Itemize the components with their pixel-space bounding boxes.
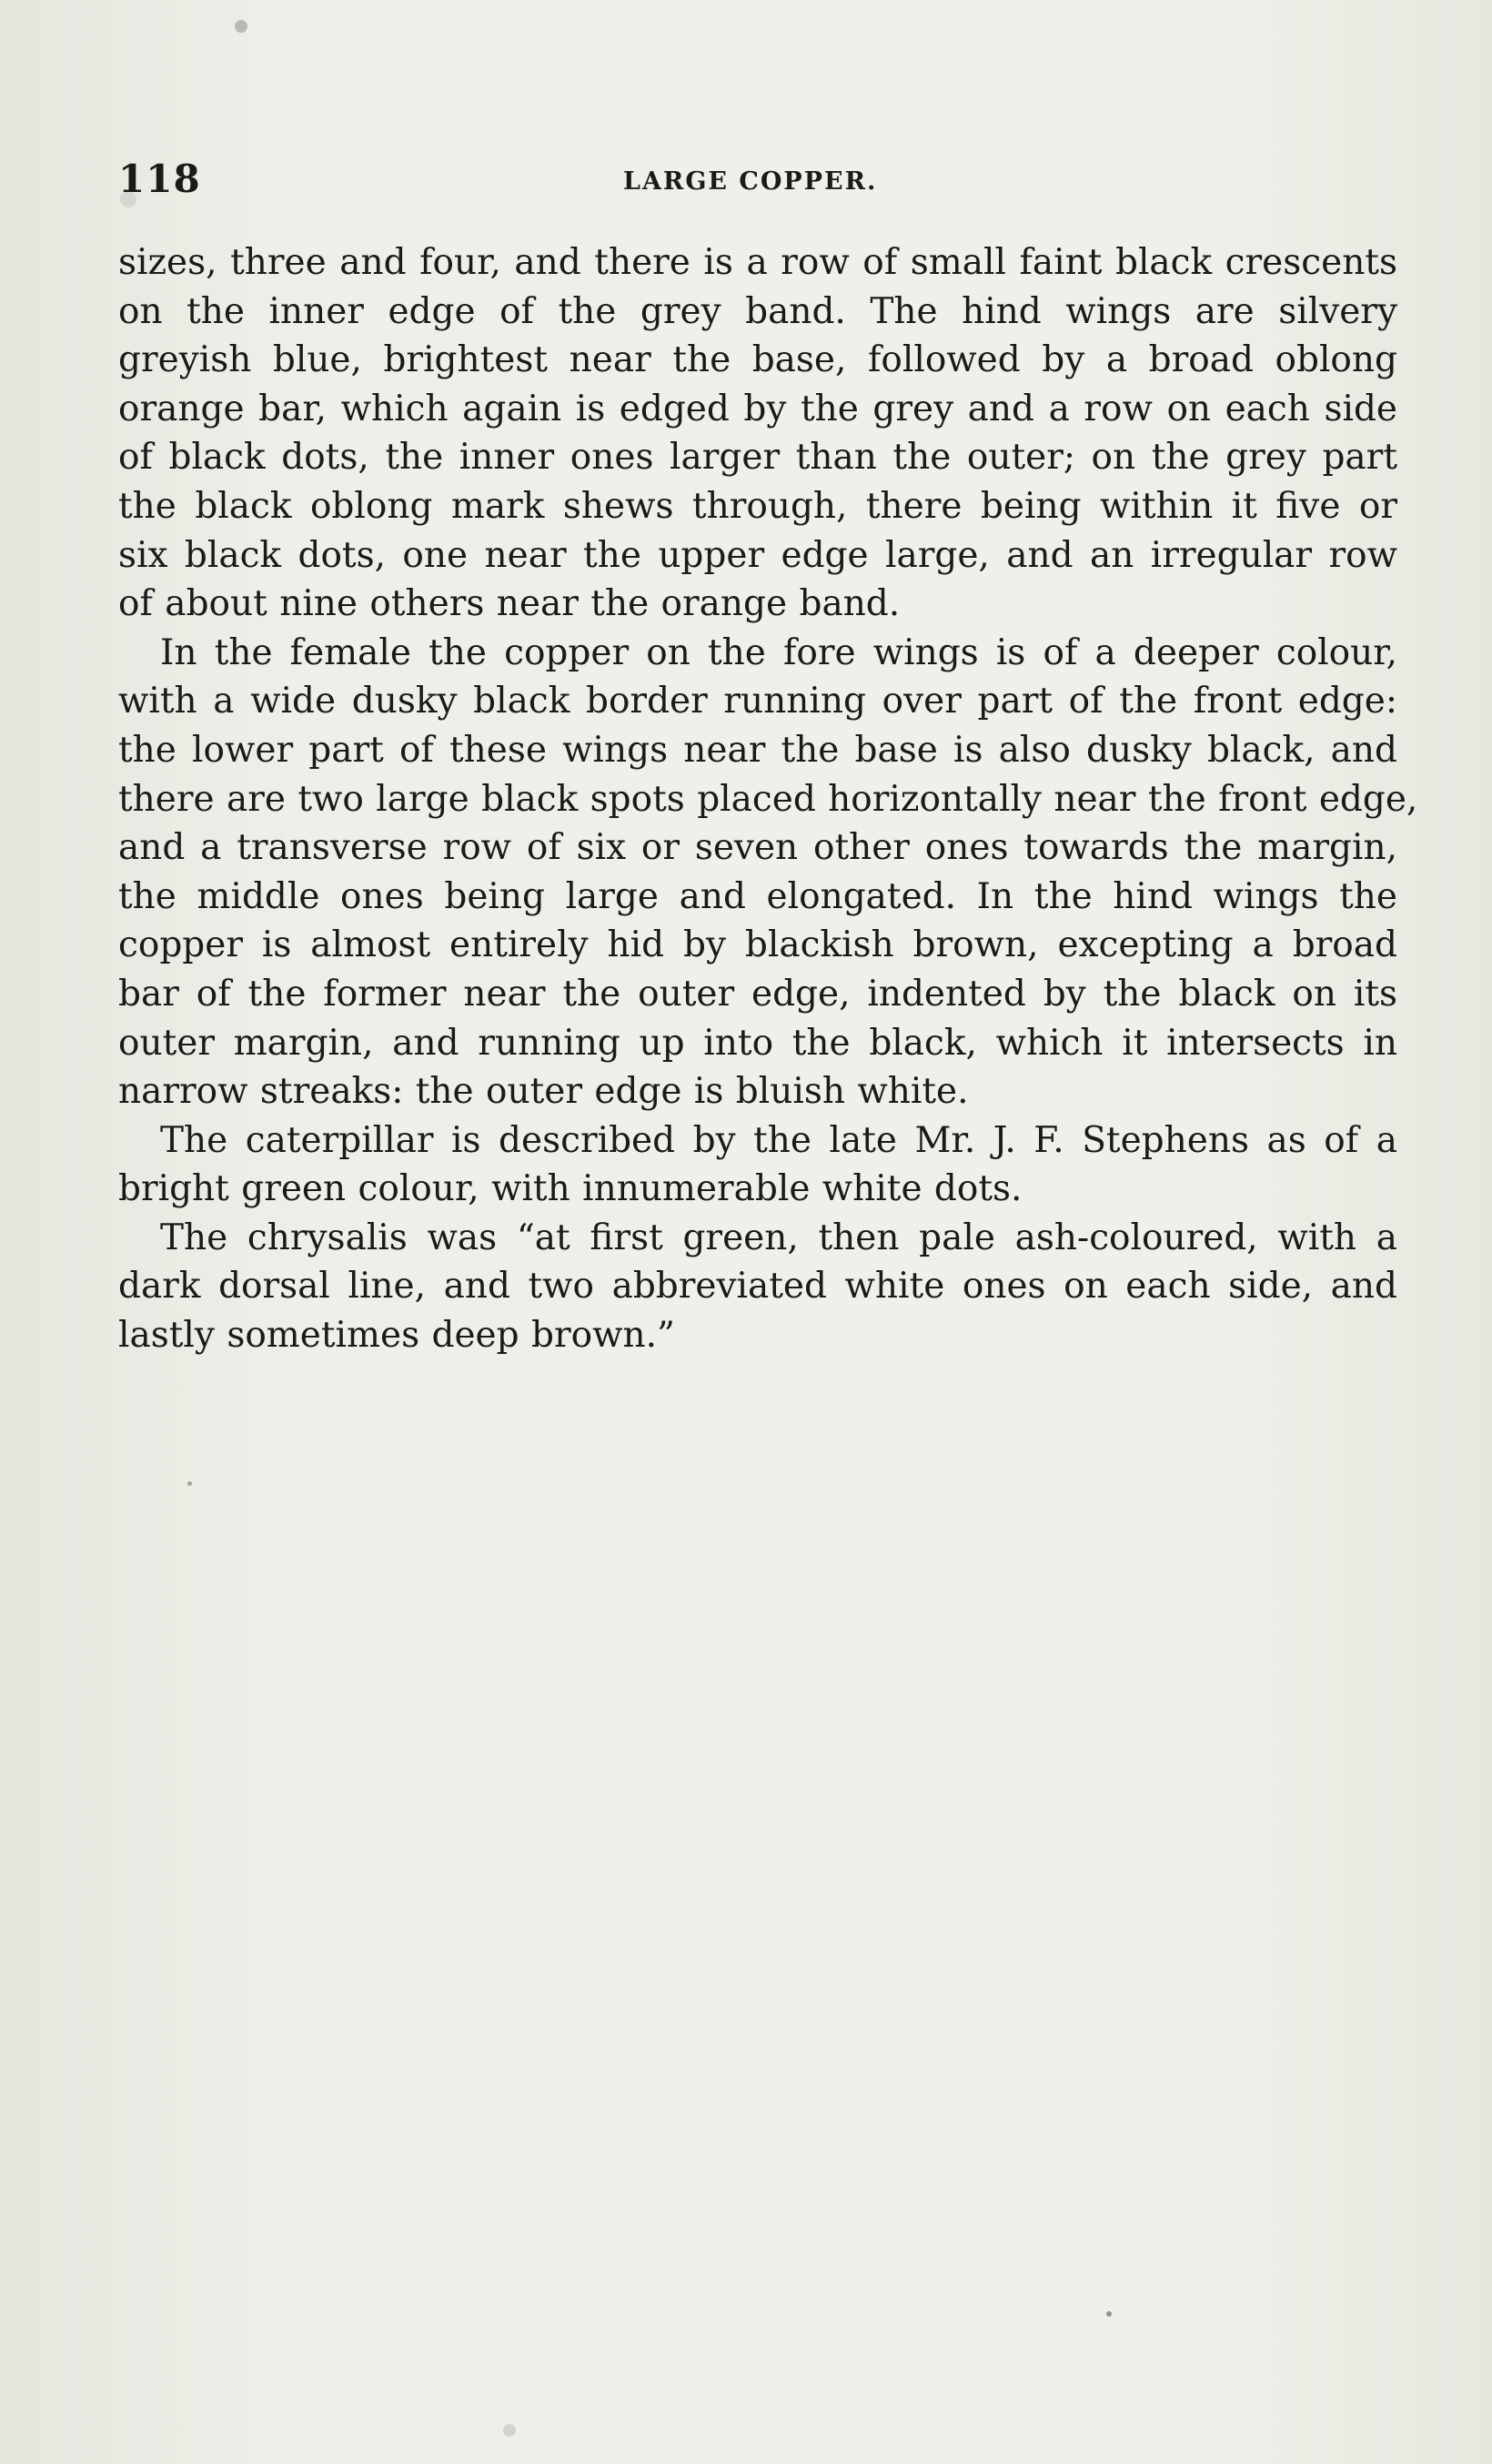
text-line: the lower part of these wings near the base is also dusky black, and	[118, 729, 1397, 771]
text-line: of black dots, the inner ones larger than the outer; on the grey part	[118, 437, 1397, 479]
text-line: In the female the copper on the fore wings is of a deeper colour,	[160, 631, 1397, 673]
text-line: the black oblong mark shews through, there being within it five or	[118, 485, 1397, 527]
text-line: there are two large black spots placed horizontally near the front edge,	[118, 778, 1418, 820]
text-line: The caterpillar is described by the late Mr. J. F. Stephens as of a	[160, 1119, 1397, 1161]
text-line: and a transverse row of six or seven other ones towards the margin,	[118, 827, 1397, 869]
text-line: copper is almost entirely hid by blackish brown, excepting a broad	[118, 924, 1397, 966]
text-line: bright green colour, with innumerable white dots.	[118, 1168, 1023, 1210]
page-number: 118	[118, 157, 201, 201]
text-line: on the inner edge of the grey band. The hind wings are silvery	[118, 290, 1397, 332]
text-line: The chrysalis was “at first green, then pale ash-coloured, with a	[160, 1217, 1397, 1258]
body-text	[118, 238, 1418, 1360]
paper-speck	[235, 20, 247, 33]
text-line: the middle ones being large and elongated. In the hind wings the	[118, 875, 1397, 917]
text-line: with a wide dusky black border running over part of the front edge:	[118, 681, 1397, 722]
text-line: sizes, three and four, and there is a row of small faint black crescents	[118, 242, 1397, 283]
paper-speck	[120, 191, 136, 207]
text-line: dark dorsal line, and two abbreviated white ones on each side, and	[118, 1266, 1397, 1308]
text-line: six black dots, one near the upper edge large, and an irregular row	[118, 534, 1397, 576]
text-line: greyish blue, brightest near the base, followed by a broad oblong	[118, 339, 1397, 381]
text-line: outer margin, and running up into the black, which it intersects in	[118, 1022, 1397, 1064]
text-line: bar of the former near the outer edge, indented by the black on its	[118, 973, 1397, 1015]
paper-speck	[503, 2424, 516, 2437]
page-header	[118, 157, 1392, 207]
text-line: lastly sometimes deep brown.”	[118, 1315, 675, 1357]
running-head: LARGE COPPER.	[623, 167, 878, 196]
paper-speck	[187, 1481, 192, 1486]
text-line: orange bar, which again is edged by the grey and a row on each side	[118, 388, 1397, 429]
text-line: narrow streaks: the outer edge is bluish white.	[118, 1071, 969, 1113]
paper-speck	[1106, 2311, 1112, 2317]
text-line: of about nine others near the orange band.	[118, 583, 901, 625]
